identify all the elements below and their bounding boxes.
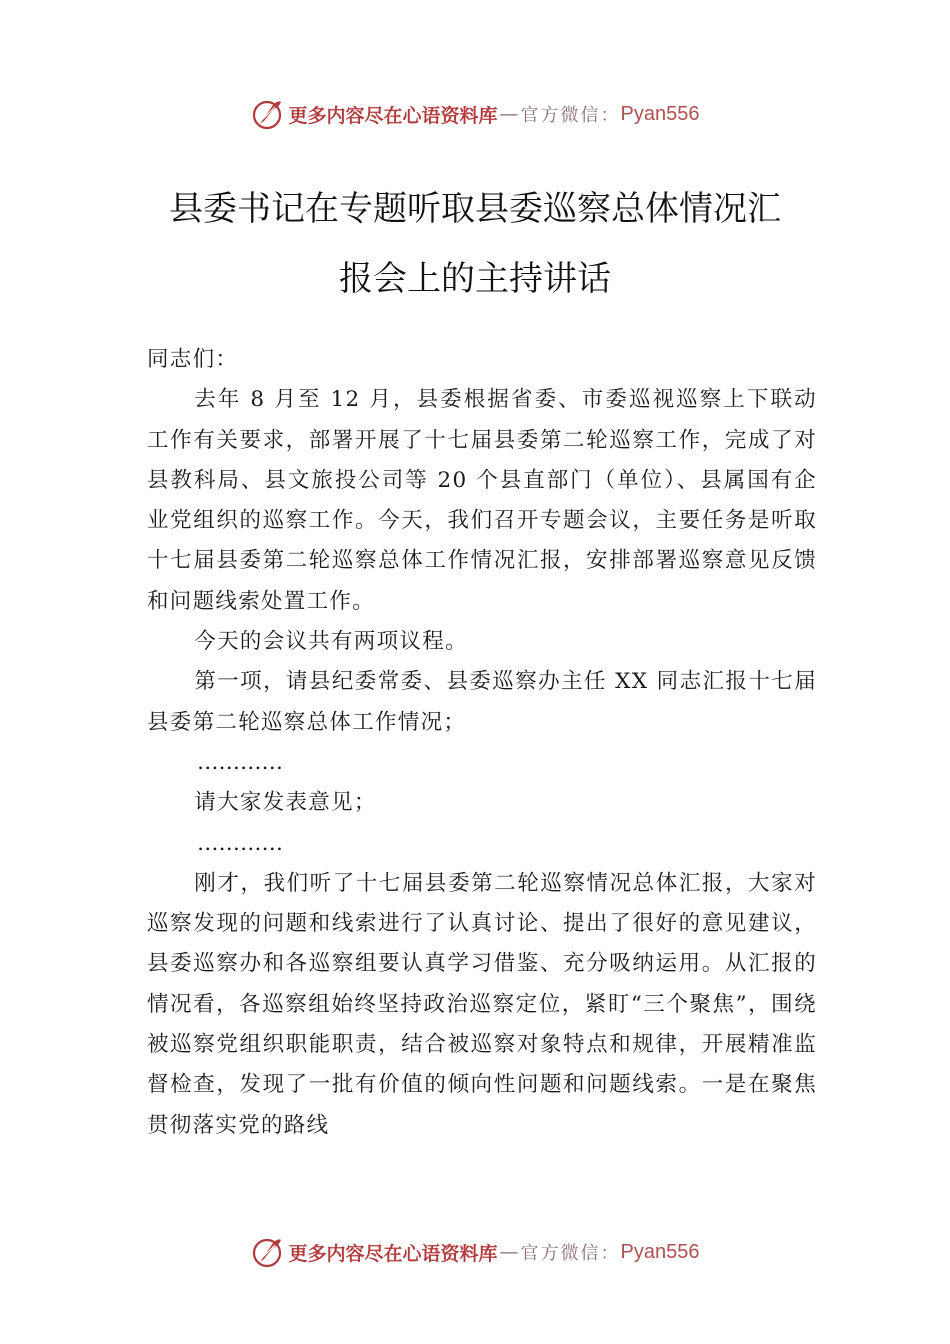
title-line-1: 县委书记在专题听取县委巡察总体情况汇 bbox=[169, 189, 781, 229]
ellipsis-1: ………… bbox=[197, 749, 283, 775]
paragraph-discussion: 请大家发表意见； bbox=[194, 790, 377, 816]
document-body bbox=[147, 340, 817, 1146]
watermark-brand: 更多内容尽在心语资料库 bbox=[288, 1242, 498, 1265]
quill-circle-icon bbox=[251, 1235, 285, 1269]
paragraph-summary: 刚才，我们听了十七届县委第二轮巡察情况总体汇报，大家对巡察发现的问题和线索进行了认真讨论、提出了很好的意见建议，县委巡察办和各巡察组要认真学习借鉴、充分吸纳运用。从汇报的情况看，各巡察组始终坚持政治巡察定位，紧盯“三个聚焦”，围绕被巡察党组织职能职责，结合被巡察对象特点和规律，开展精准监督检查，发现了一批有价值的倾向性问题和问题线索。一是在聚焦贯彻落实党的路线 bbox=[147, 870, 817, 1138]
title-line-2: 报会上的主持讲话 bbox=[339, 259, 611, 299]
watermark-label: 官方微信： bbox=[520, 1243, 621, 1264]
header-watermark bbox=[0, 94, 950, 134]
document-title bbox=[100, 174, 850, 314]
footer-watermark bbox=[0, 1232, 950, 1272]
paragraph-agenda: 今天的会议共有两项议程。 bbox=[194, 629, 468, 655]
paragraph-intro: 去年 8 月至 12 月，县委根据省委、市委巡视巡察上下联动工作有关要求，部署开展了十七届县委第二轮巡察工作，完成了对县教科局、县文旅投公司等 20 个县直部门（单位）、县属国有企业党组织的巡察工作。今天，我们召开专题会议，主要任务是听取十七届县委第二轮巡察总体工作情况汇报，安排部署巡察意见反馈和问题线索处置工作。 bbox=[147, 387, 817, 614]
watermark-separator: — bbox=[499, 1241, 519, 1263]
watermark-brand: 更多内容尽在心语资料库 bbox=[288, 104, 498, 127]
ellipsis-2: ………… bbox=[197, 830, 283, 856]
watermark-label: 官方微信： bbox=[520, 105, 621, 126]
watermark-wechat-id: Pyan556 bbox=[620, 1240, 700, 1263]
salutation: 同志们： bbox=[147, 347, 239, 372]
watermark-separator: — bbox=[499, 103, 519, 125]
paragraph-item-one: 第一项，请县纪委常委、县委巡察办主任 XX 同志汇报十七届县委第二轮巡察总体工作情况； bbox=[147, 669, 817, 735]
watermark-wechat-id: Pyan556 bbox=[620, 102, 700, 125]
quill-circle-icon bbox=[251, 97, 285, 131]
